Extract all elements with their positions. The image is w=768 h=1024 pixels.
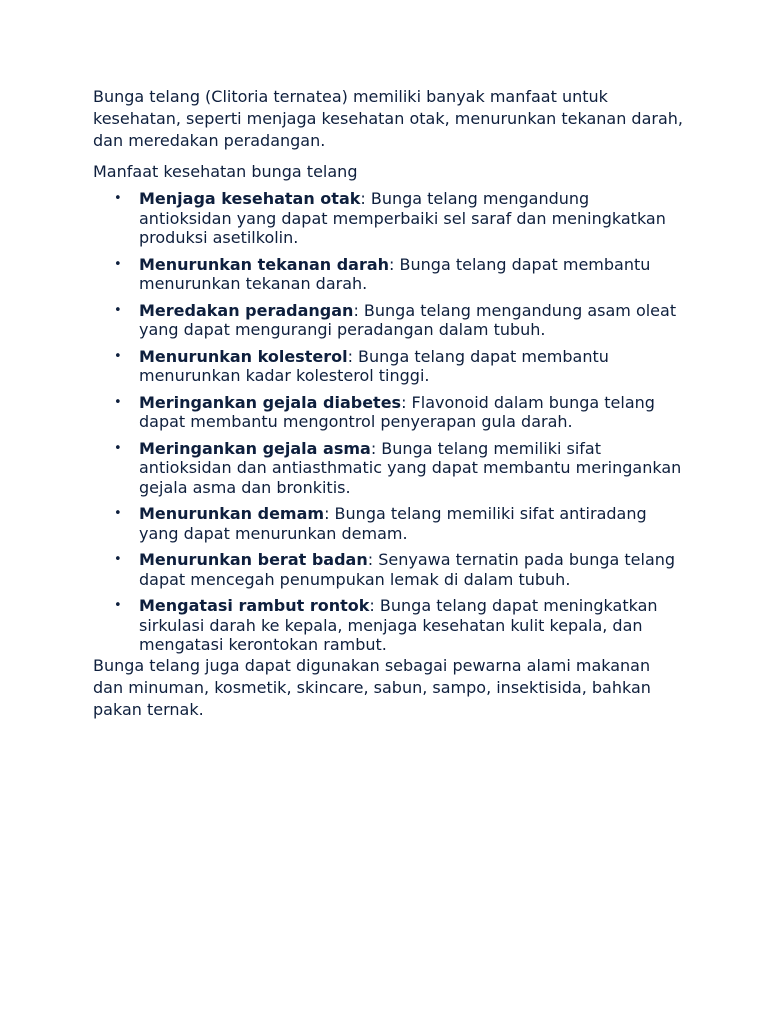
benefit-term: Menurunkan demam [139, 504, 325, 523]
benefit-description: : Senyawa ternatin pada bunga telang dapat mencegah penumpukan lemak di dalam tubuh. [139, 550, 676, 589]
benefit-description: : Bunga telang dapat membantu menurunkan tekanan darah. [139, 254, 651, 293]
section-heading: Manfaat kesehatan bunga telang [93, 162, 358, 181]
bullet-icon: • [114, 394, 122, 410]
benefit-term: Meringankan gejala diabetes [139, 392, 402, 412]
benefit-description: : Bunga telang mengandung asam oleat yang dapat mengurangi peradangan dalam tubuh. [139, 300, 677, 339]
bullet-icon: • [114, 348, 122, 364]
list-item [93, 347, 683, 386]
benefit-term: Menurunkan kolesterol [139, 346, 348, 366]
bullet-icon: • [114, 506, 122, 521]
bullet-icon: • [114, 191, 122, 206]
benefits-list [93, 189, 683, 655]
list-item [93, 301, 683, 340]
list-item [93, 550, 683, 589]
closing-paragraph: Bunga telang juga dapat digunakan sebagai pewarna alami makanan dan minuman, kosmetik, skincare, sabun, sampo, insektisida, bahkan pakan ternak. [93, 655, 651, 719]
list-item [93, 439, 683, 498]
document-body [93, 86, 683, 721]
benefit-description: : Flavonoid dalam bunga telang dapat membantu mengontrol penyerapan gula darah. [139, 392, 655, 431]
benefit-description: : Bunga telang memiliki sifat antiradang yang dapat menurunkan demam. [139, 504, 647, 543]
list-item [93, 596, 683, 655]
benefit-term: Menurunkan tekanan darah [139, 254, 390, 274]
benefit-description: : Bunga telang mengandung antioksidan yang dapat memperbaiki sel saraf dan meningkatkan produksi asetilkolin. [139, 189, 666, 247]
bullet-icon: • [114, 552, 122, 567]
benefit-term: Menjaga kesehatan otak [139, 189, 361, 208]
benefit-term: Mengatasi rambut rontok [139, 596, 370, 615]
list-item [93, 189, 683, 248]
list-item [93, 504, 683, 543]
benefit-description: : Bunga telang dapat meningkatkan sirkulasi darah ke kepala, menjaga kesehatan kulit kepala, dan mengatasi kerontokan rambut. [139, 596, 658, 654]
list-item [93, 255, 683, 294]
benefit-term: Meredakan peradangan [139, 300, 354, 320]
bullet-icon: • [114, 302, 122, 318]
bullet-icon: • [114, 440, 122, 456]
benefit-term: Meringankan gejala asma [139, 438, 371, 458]
bullet-icon: • [114, 598, 122, 613]
list-item [93, 393, 683, 432]
benefit-description: : Bunga telang memiliki sifat antioksidan dan antiasthmatic yang dapat membantu meringankan gejala asma dan bronkitis. [139, 438, 682, 497]
benefit-term: Menurunkan berat badan [139, 550, 368, 569]
intro-paragraph: Bunga telang (Clitoria ternatea) memiliki banyak manfaat untuk kesehatan, seperti menjaga kesehatan otak, menurunkan tekanan darah, dan meredakan peradangan. [93, 87, 683, 150]
benefit-description: : Bunga telang dapat membantu menurunkan kadar kolesterol tinggi. [139, 346, 609, 385]
bullet-icon: • [114, 256, 122, 272]
